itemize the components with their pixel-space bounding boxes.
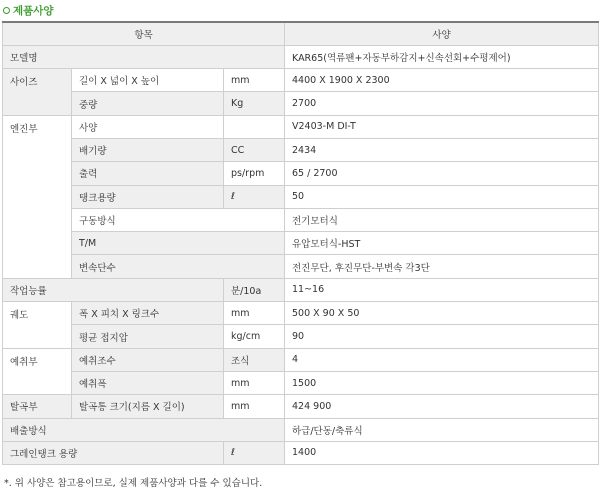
row-unit bbox=[224, 115, 285, 138]
table-row bbox=[3, 302, 599, 325]
row-label: 구동방식 bbox=[72, 208, 285, 231]
row-value: 500 X 90 X 50 bbox=[285, 302, 599, 325]
table-row bbox=[3, 325, 599, 348]
row-value: 50 bbox=[285, 185, 599, 208]
row-label: 폭 X 피치 X 링크수 bbox=[72, 302, 224, 325]
row-label: 사양 bbox=[72, 115, 224, 138]
row-unit: 조식 bbox=[224, 348, 285, 371]
row-label: 배기량 bbox=[72, 138, 224, 161]
table-row bbox=[3, 138, 599, 161]
section-title-text: 제품사양 bbox=[13, 4, 54, 17]
row-label: 탱크용량 bbox=[72, 185, 224, 208]
row-label: 변속단수 bbox=[72, 255, 285, 278]
row-value: 4 bbox=[285, 348, 599, 371]
row-label: 그레인탱크 용량 bbox=[3, 441, 224, 464]
row-unit: mm bbox=[224, 395, 285, 418]
table-row bbox=[3, 441, 599, 464]
footnote: *. 위 사양은 참고용이므로, 실제 제품사양과 다를 수 있습니다. bbox=[4, 478, 263, 489]
row-value: 90 bbox=[285, 325, 599, 348]
row-value: 4400 X 1900 X 2300 bbox=[285, 69, 599, 92]
row-value: 유압모터식-HST bbox=[285, 232, 599, 255]
row-label: 배출방식 bbox=[3, 418, 285, 441]
table-row bbox=[3, 371, 599, 394]
header-item: 항목 bbox=[3, 22, 285, 45]
row-value: 424 900 bbox=[285, 395, 599, 418]
table-row bbox=[3, 69, 599, 92]
row-value: 하급/단동/축류식 bbox=[285, 418, 599, 441]
table-row bbox=[3, 92, 599, 115]
row-unit: kg/cm bbox=[224, 325, 285, 348]
table-row bbox=[3, 185, 599, 208]
table-row bbox=[3, 395, 599, 418]
row-unit: 분/10a bbox=[224, 278, 285, 301]
row-value: 1400 bbox=[285, 441, 599, 464]
row-value: 2700 bbox=[285, 92, 599, 115]
row-label: T/M bbox=[72, 232, 285, 255]
row-label: 모델명 bbox=[3, 45, 285, 68]
row-unit: ps/rpm bbox=[224, 162, 285, 185]
table-header-row bbox=[3, 22, 599, 45]
row-group: 예취부 bbox=[3, 348, 72, 395]
row-value: 1500 bbox=[285, 371, 599, 394]
row-label: 작업능률 bbox=[3, 278, 224, 301]
row-group: 엔진부 bbox=[3, 115, 72, 278]
table-row bbox=[3, 115, 599, 138]
spec-table bbox=[2, 21, 599, 465]
row-label: 예취폭 bbox=[72, 371, 224, 394]
row-label: 길이 X 넓이 X 높이 bbox=[72, 69, 224, 92]
row-value: 2434 bbox=[285, 138, 599, 161]
table-row bbox=[3, 255, 599, 278]
row-unit: mm bbox=[224, 302, 285, 325]
row-unit: ℓ bbox=[224, 441, 285, 464]
table-row bbox=[3, 162, 599, 185]
table-row bbox=[3, 208, 599, 231]
table-row bbox=[3, 45, 599, 68]
row-group: 탈곡부 bbox=[3, 395, 72, 418]
row-value: 전기모터식 bbox=[285, 208, 599, 231]
row-label: 탈곡통 크기(지름 X 길이) bbox=[72, 395, 224, 418]
table-row bbox=[3, 232, 599, 255]
row-value: V2403-M DI-T bbox=[285, 115, 599, 138]
bullet-circle-icon bbox=[3, 7, 10, 14]
row-unit: mm bbox=[224, 69, 285, 92]
row-unit: mm bbox=[224, 371, 285, 394]
row-label: 예취조수 bbox=[72, 348, 224, 371]
row-value: 전진무단, 후진무단-부변속 각3단 bbox=[285, 255, 599, 278]
row-group: 사이즈 bbox=[3, 69, 72, 116]
row-unit: CC bbox=[224, 138, 285, 161]
table-row bbox=[3, 348, 599, 371]
row-value: KAR65(역류팬+자동부하감지+신속선회+수평제어) bbox=[285, 45, 599, 68]
row-value: 11~16 bbox=[285, 278, 599, 301]
row-label: 평균 접지압 bbox=[72, 325, 224, 348]
header-spec: 사양 bbox=[285, 22, 599, 45]
row-unit: ℓ bbox=[224, 185, 285, 208]
row-label: 중량 bbox=[72, 92, 224, 115]
table-row bbox=[3, 278, 599, 301]
row-group: 궤도 bbox=[3, 302, 72, 349]
row-value: 65 / 2700 bbox=[285, 162, 599, 185]
row-label: 출력 bbox=[72, 162, 224, 185]
section-title bbox=[3, 1, 54, 19]
row-unit: Kg bbox=[224, 92, 285, 115]
table-row bbox=[3, 418, 599, 441]
